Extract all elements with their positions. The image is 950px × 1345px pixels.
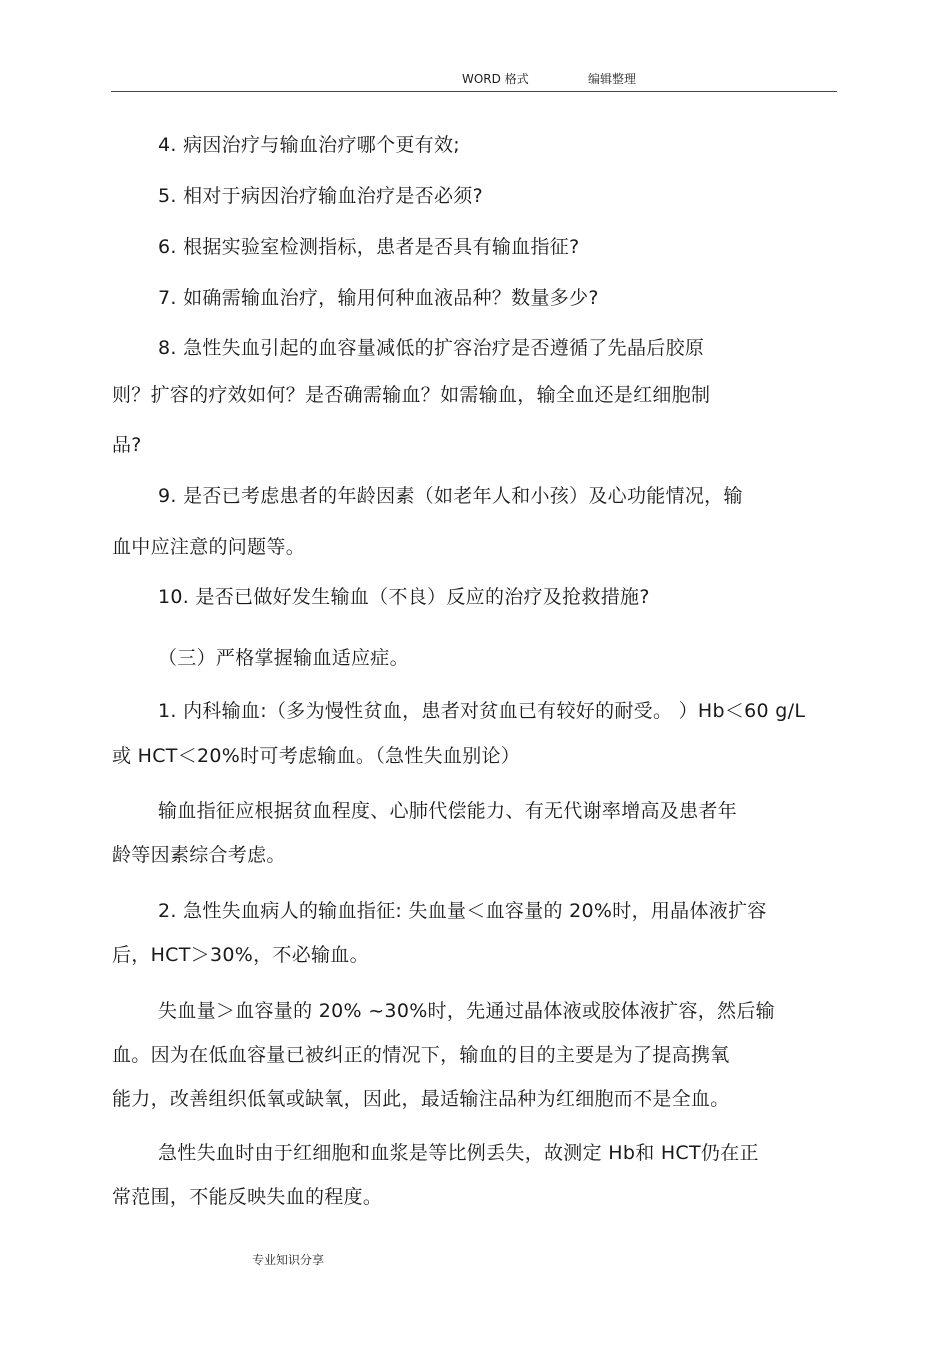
- body-line: 龄等因素综合考虑。: [112, 844, 286, 866]
- body-line: 常范围，不能反映失血的程度。: [112, 1186, 383, 1208]
- body-line: 失血量＞血容量的 20% ~30%时，先通过晶体液或胶体液扩容，然后输: [158, 1000, 775, 1022]
- body-line: 血。因为在低血容量已被纠正的情况下，输血的目的主要是为了提高携氧: [112, 1044, 730, 1066]
- header-edit-label: 编辑整理: [588, 72, 637, 86]
- page-header: [0, 68, 950, 88]
- body-line: 输血指征应根据贫血程度、心肺代偿能力、有无代谢率增高及患者年: [158, 800, 738, 822]
- body-line: 8. 急性失血引起的血容量减低的扩容治疗是否遵循了先晶后胶原: [158, 337, 705, 359]
- body-line: 品?: [112, 434, 142, 456]
- body-line: 4. 病因治疗与输血治疗哪个更有效;: [158, 134, 460, 156]
- body-line: 急性失血时由于红细胞和血浆是等比例丢失，故测定 Hb和 HCT仍在正: [158, 1142, 759, 1164]
- section-heading: （三）严格掌握输血适应症。: [158, 647, 409, 669]
- body-line: 5. 相对于病因治疗输血治疗是否必须?: [158, 185, 483, 207]
- body-line: 后，HCT＞30%，不必输血。: [112, 944, 369, 966]
- body-line: 10. 是否已做好发生输血（不良）反应的治疗及抢救措施?: [158, 586, 650, 608]
- body-line: 6. 根据实验室检测指标，患者是否具有输血指征?: [158, 236, 580, 258]
- body-line: 则？扩容的疗效如何？是否确需输血？如需输血，输全血还是红细胞制: [112, 384, 711, 406]
- page-footer: 专业知识分享: [252, 1253, 325, 1267]
- body-line: 或 HCT＜20%时可考虑输血。（急性失血别论）: [112, 745, 521, 767]
- body-line: 9. 是否已考虑患者的年龄因素（如老年人和小孩）及心功能情况，输: [158, 485, 743, 507]
- body-line: 能力，改善组织低氧或缺氧，因此，最适输注品种为红细胞而不是全血。: [112, 1088, 730, 1110]
- body-line: 1. 内科输血:（多为慢性贫血，患者对贫血已有较好的耐受。 ）Hb＜60 g/L: [158, 700, 806, 722]
- header-format-label: WORD 格式: [462, 72, 529, 86]
- header-divider: [111, 91, 837, 92]
- body-line: 7. 如确需输血治疗，输用何种血液品种？数量多少?: [158, 287, 599, 309]
- body-line: 血中应注意的问题等。: [112, 536, 306, 558]
- body-line: 2. 急性失血病人的输血指征: 失血量＜血容量的 20%时，用晶体液扩容: [158, 900, 767, 922]
